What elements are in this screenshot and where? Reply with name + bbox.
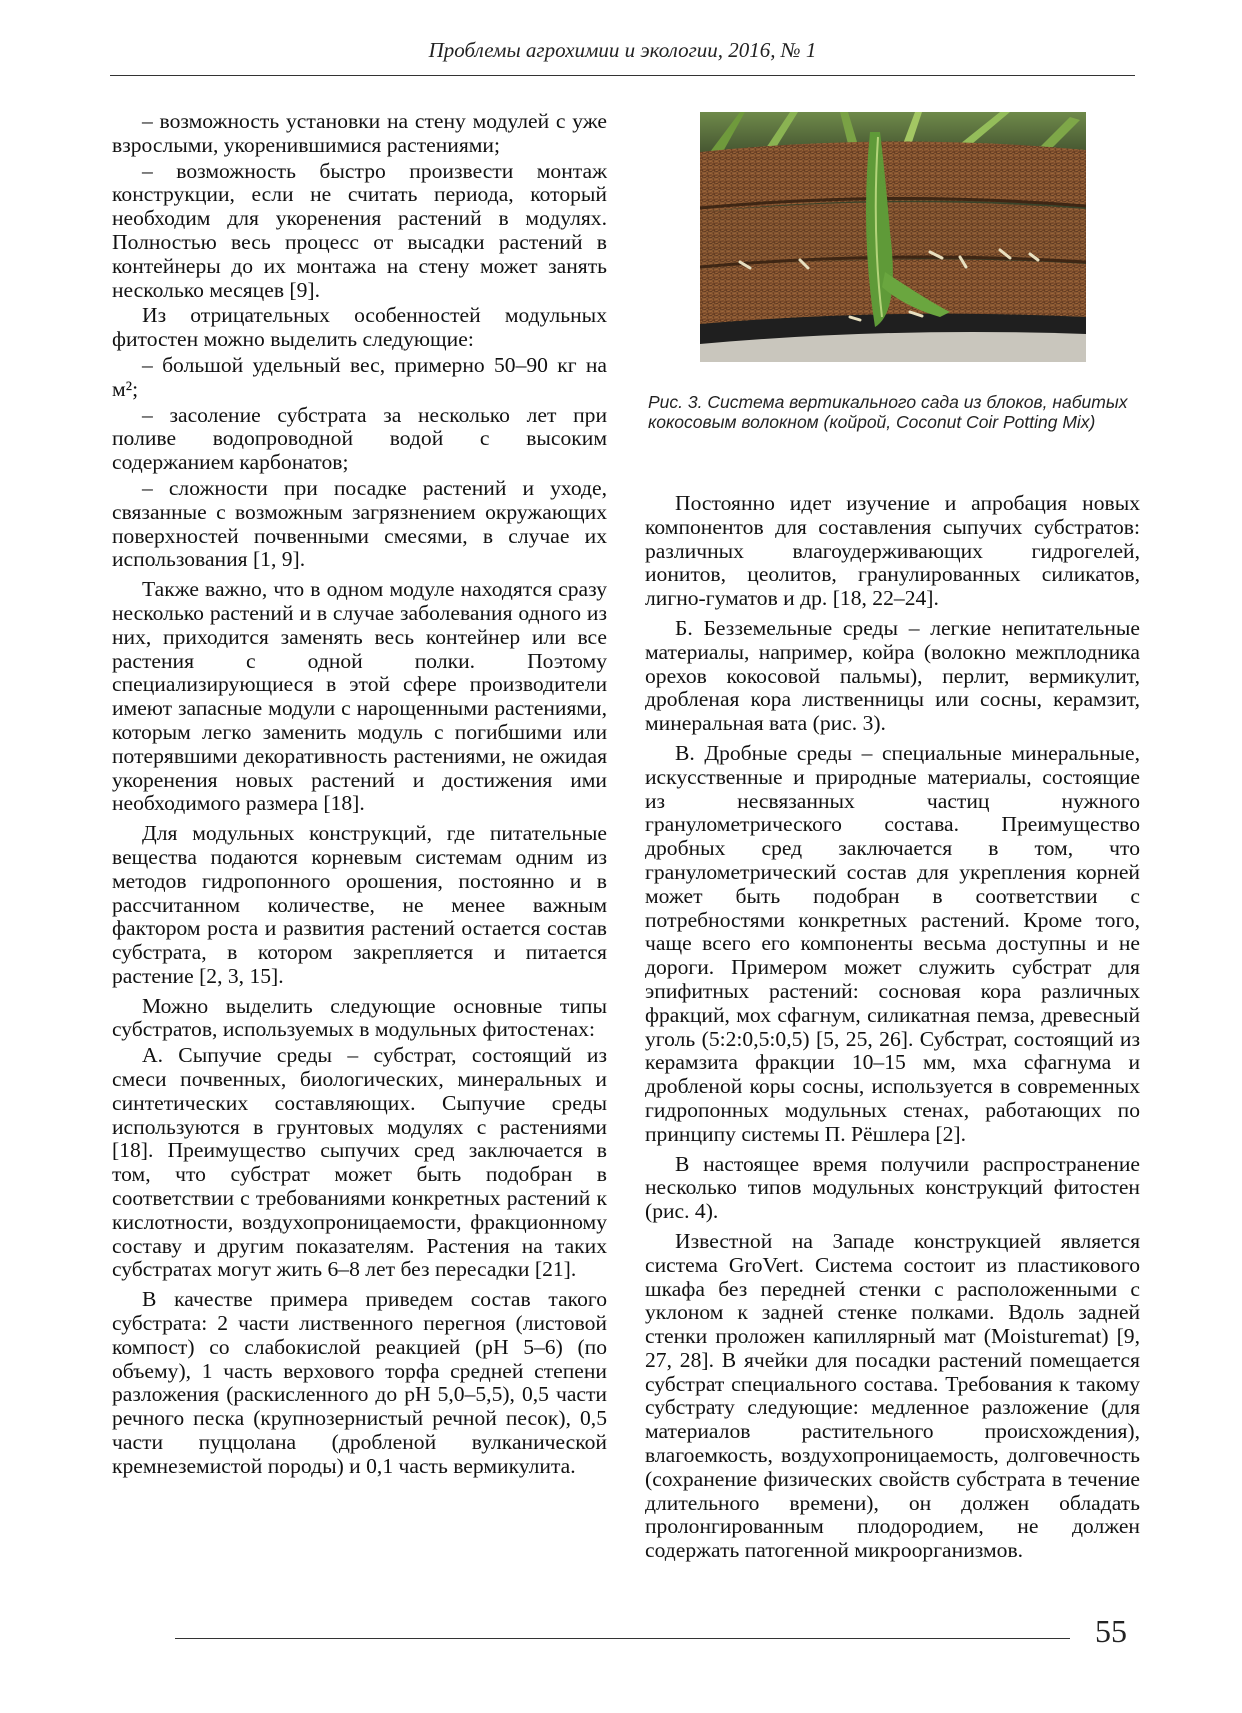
left-column [112, 110, 607, 1485]
right-column [645, 492, 1140, 1569]
paragraph: – засоление субстрата за несколько лет при поливе водопроводной водой с высоким содержанием карбонатов; [112, 402, 607, 475]
paragraph: Из отрицательных особенностей модульных фитостен можно выделить следующие: [112, 303, 607, 352]
running-head: Проблемы агрохимии и экологии, 2016, № 1 [428, 38, 817, 62]
coir-photo-image [700, 112, 1086, 362]
paragraph: В настоящее время получили распространение несколько типов модульных конструкций фитостен (рис. 4). [645, 1151, 1140, 1224]
paragraph: – возможность быстро произвести монтаж конструкции, если не считать периода, который необходим для укоренения растений в модулях. Полностью весь процесс от высадки растений в контейнеры до их монтажа на стену может занять несколько месяцев [9]. [112, 158, 607, 302]
paragraph: Также важно, что в одном модуле находятся сразу несколько растений и в случае заболевания одного из них, приходится заменять весь контейнер или все растения с одной полки. Поэтому специализирующиеся в этой сфере производители имеют запасные модули с нарощенными растениями, которым легко заменить модуль с погибшими или потерявшими декоративность растениями, не ожидая укоренения новых растений и достижения ими необходимого размера [18]. [112, 577, 607, 816]
paragraph: – большой удельный вес, примерно 50–90 кг на м²; [112, 352, 607, 401]
figure-coir-blocks-photo [700, 112, 1086, 362]
figure-caption: Рис. 3. Система вертикального сада из блоков, набитых кокосовым волокном (койрой, Coconut Coir Potting Mix) [648, 392, 1128, 432]
paragraph: Для модульных конструкций, где питательные вещества подаются корневым системам одним из методов гидропонного орошения, постоянно и в рассчитанном количестве, не менее важным фактором роста и развития растений остается состав субстрата, в котором закрепляется и питается растение [2, 3, 15]. [112, 821, 607, 988]
paragraph: Постоянно идет изучение и апробация новых компонентов для составления сыпучих субстратов: различных влагоудерживающих гидрогелей, ионитов, цеолитов, гранулированных силикатов, лигно-гуматов и др. [18, 22–24]. [645, 491, 1140, 611]
paragraph: Можно выделить следующие основные типы субстратов, используемых в модульных фитостенах: [112, 993, 607, 1042]
paragraph: Б. Безземельные среды – легкие непитательные материалы, например, койра (волокно межплодника орехов кокосовой пальмы), перлит, вермикулит, дробленая кора лиственницы или сосны, керамзит, минеральная вата (рис. 3). [645, 615, 1140, 736]
footer-rule [175, 1638, 1070, 1639]
paragraph: Известной на Западе конструкцией является система GroVert. Система состоит из пластикового шкафа без передней стенки с расположенными с уклоном к задней стенке полками. Вдоль задней стенки проложен капиллярный мат (Moisturemat) [9, 27, 28]. В ячейки для посадки растений помещается субстрат специального состава. Требования к такому субстрату следующие: медленное разложение (для материалов растительного происхождения), влагоемкость, воздухопроницаемость, долговечность (сохранение физических свойств субстрата в течение длительного времени), он должен обладать пролонгированным плодородием, не должен содержать патогенной микроорганизмов. [645, 1228, 1140, 1563]
paragraph: А. Сыпучие среды – субстрат, состоящий из смеси почвенных, биологических, минеральных и синтетических составляющих. Сыпучие среды используются в грунтовых модулях с растениями [18]. Преимущество сыпучих сред заключается в том, что субстрат может быть подобран в соответствии с требованиями конкретных растений к кислотности, воздухопроницаемости, фракционному составу и другим показателям. Растения на таких субстратах могут жить 6–8 лет без пересадки [21]. [112, 1043, 607, 1282]
paragraph: В качестве примера приведем состав такого субстрата: 2 части лиственного перегноя (листовой компост) со слабокислой реакцией (рН 5–6) (по объему), 1 часть верхового торфа средней степени разложения (раскисленного до рН 5,0–5,5), 0,5 части речного песка (крупнозернистый речной песок), 0,5 части пуццолана (дробленой вулканической кремнеземистой породы) и 0,1 часть вермикулита. [112, 1287, 607, 1478]
paragraph: – возможность установки на стену модулей с уже взрослыми, укоренившимися растениями; [112, 109, 607, 157]
paragraph: В. Дробные среды – специальные минеральные, искусственные и природные материалы, состоящие из несвязанных частиц нужного гранулометрического состава. Преимущество дробных сред заключается в том, что гранулометрический состав для укрепления корней может быть подобран в соответствии с потребностями конкретных растений. Кроме того, чаще всего его компоненты весьма доступны и не дороги. Примером может служить субстрат для эпифитных растений: сосновая кора различных фракций, мох сфагнум, силикатная пемза, древесный уголь (5:2:0,5:0,5) [5, 25, 26]. Субстрат, состоящий из керамзита фракции 10–15 мм, мха сфагнума и дробленой коры сосны, используется в современных гидропонных модульных стенах, работающих по принципу системы П. Рёшлера [2]. [645, 740, 1140, 1146]
paragraph: – сложности при посадке растений и уходе, связанные с возможным загрязнением окружающих поверхностей почвенными смесями, в случае их использования [1, 9]. [112, 475, 607, 572]
header-rule [110, 75, 1135, 76]
page-number: 55 [1095, 1613, 1127, 1649]
